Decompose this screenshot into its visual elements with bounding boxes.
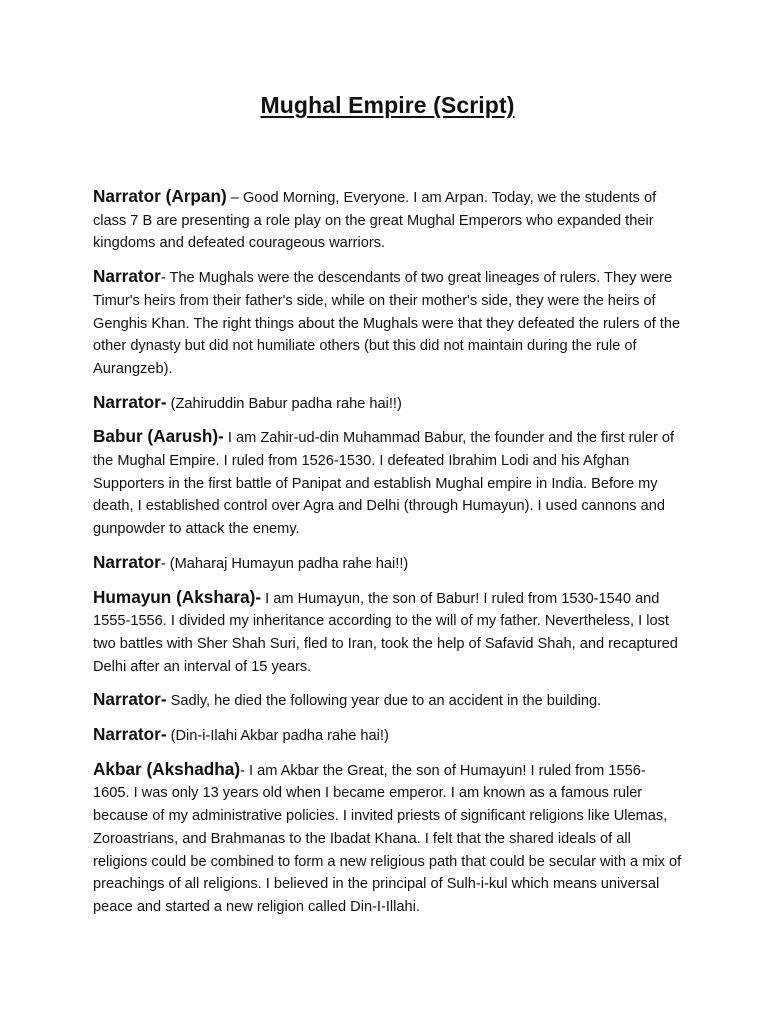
dialogue-text: I am Zahir-ud-din Muhammad Babur, the founder and the first ruler of the Mughal Empire. I ruled from 1526-1530. I defeated Ibrahim Lodi and his Afghan Supporters in the first battle of Panipat and establish Mughal empire in India. Before my death, I established control over Agra and Delhi (through Humayun). I used cannons and gunpowder to attack the enemy. bbox=[93, 430, 675, 538]
speaker-name: Narrator- bbox=[93, 391, 167, 412]
speaker-name: Akbar (Akshadha) bbox=[93, 758, 241, 779]
script-paragraph-narrator-lineage bbox=[93, 265, 682, 381]
script-paragraph-narrator-humayun-cue bbox=[93, 551, 682, 576]
dialogue-text: I am Akbar the Great, the son of Humayun! I ruled from 1556-1605. I was only 13 years old when I became emperor. I am known as a famous ruler because of my administrative policies. I invited priests of significant religions like Ulemas, Zoroastrians, and Brahmanas to the Ibadat Khana. I felt that the shared ideals of all religions could be combined to form a new religious path that could be secular with a mix of preachings of all religions. I believed in the principal of Sulh-i-kul which means universal peace and started a new religion called Din-I-Illahi. bbox=[93, 762, 682, 915]
speaker-name: Babur (Aarush)- bbox=[93, 426, 224, 447]
speaker-separator: – bbox=[226, 190, 243, 206]
speaker-name: Narrator bbox=[93, 551, 161, 572]
speaker-name: Narrator (Arpan) bbox=[93, 186, 227, 206]
script-paragraph-narrator-intro bbox=[93, 185, 682, 255]
script-paragraph-babur bbox=[93, 425, 682, 541]
page-title: Mughal Empire (Script) bbox=[260, 92, 515, 118]
dialogue-text: (Din-i-Ilahi Akbar padha rahe hai!) bbox=[170, 728, 389, 745]
speaker-separator: - bbox=[160, 270, 170, 287]
speaker-name: Narrator- bbox=[93, 724, 167, 745]
script-paragraph-akbar bbox=[93, 758, 682, 919]
speaker-name: Humayun (Akshara)- bbox=[93, 586, 262, 607]
dialogue-text: Sadly, he died the following year due to an accident in the building. bbox=[170, 693, 602, 710]
script-paragraph-narrator-humayun-death bbox=[93, 688, 682, 713]
script-paragraph-narrator-babur-cue bbox=[93, 391, 682, 416]
dialogue-text: The Mughals were the descendants of two great lineages of rulers. They were Timur's heirs from their father's side, while on their mother's side, they were the heirs of Genghis Khan. The right things about the Mughals were that they defeated the rulers of the other dynasty but did not humiliate others (but this did not maintain during the rule of Aurangzeb). bbox=[93, 270, 681, 377]
speaker-name: Narrator bbox=[93, 266, 161, 287]
script-paragraph-humayun bbox=[93, 586, 682, 679]
dialogue-text: I am Humayun, the son of Babur! I ruled from 1530-1540 and 1555-1556. I divided my inheritance according to the will of my father. Nevertheless, I lost two battles with Sher Shah Suri, fled to Iran, took the help of Safavid Shah, and recaptured Delhi after an interval of 15 years. bbox=[93, 590, 678, 675]
dialogue-text: Good Morning, Everyone. I am Arpan. Today, we the students of class 7 B are presenting a role play on the great Mughal Emperors who expanded their kingdoms and defeated courageous warriors. bbox=[93, 190, 657, 252]
dialogue-text: (Zahiruddin Babur padha rahe hai!!) bbox=[170, 395, 402, 412]
script-paragraph-narrator-akbar-cue bbox=[93, 723, 682, 748]
speaker-separator: - bbox=[240, 762, 250, 779]
speaker-name: Narrator- bbox=[93, 689, 167, 710]
speaker-separator: - bbox=[160, 555, 170, 572]
dialogue-text: (Maharaj Humayun padha rahe hai!!) bbox=[169, 555, 409, 572]
